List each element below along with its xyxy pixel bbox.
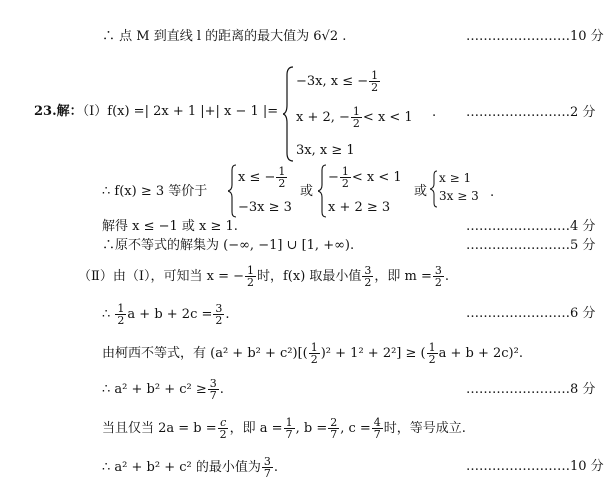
fraction-numerator: 3 [209,377,217,390]
equality-end: 时，等号成立. [383,421,466,436]
therefore-sign: ∴ [102,307,111,322]
fraction-numerator: 1 [428,341,436,354]
system-a-condition: x ≤ − [238,170,276,185]
case-2-text: x + 2, − [296,110,350,125]
fraction-denominator: 2 [310,353,318,366]
fraction-denominator: 2 [352,117,360,130]
fraction-numerator: 3 [434,264,442,277]
score-marker: ……………………10 分 [466,29,604,44]
fraction-numerator: 1 [371,69,379,82]
fraction-numerator: 1 [247,264,254,277]
fraction [115,303,126,326]
fraction-denominator: 2 [247,276,254,289]
fraction-denominator: 2 [215,314,223,327]
fraction-denominator: 2 [434,276,442,289]
system-b-row-2: x + 2 ≥ 3 [328,200,391,215]
function-definition: （Ⅰ）f(x) =| 2x + 1 |+| x − 1 |= [82,104,279,119]
system-brace-c [430,169,439,209]
fraction-denominator: 2 [371,81,379,94]
fraction [218,417,229,440]
fraction-numerator: 1 [278,165,286,178]
fraction [340,166,351,189]
piecewise-case-3: 3x, x ≥ 1 [296,143,355,158]
equality-a: ，即 a = [229,421,283,436]
fraction [276,166,287,189]
fraction-denominator: 2 [364,276,372,289]
piecewise-brace [283,65,295,163]
system-a-row-2: −3x ≥ 3 [238,200,292,215]
part-two-m: ，即 m = [374,269,432,284]
or-word: 或 [300,184,314,199]
fraction [213,303,224,326]
score-marker: ……………………10 分 [466,459,604,474]
fraction [328,417,339,440]
period: . [490,185,495,200]
part-two-line [78,265,449,288]
fraction-denominator: 2 [278,177,286,190]
fraction-numerator: 1 [310,341,318,354]
system-b-range: < x < 1 [351,170,402,185]
fraction [369,70,380,93]
question-label: 23.解： [34,104,83,119]
fraction-denominator: 7 [373,428,381,441]
equality-b: , b = [295,421,328,436]
fraction-denominator: 2 [117,314,125,327]
score-marker: ……………………4 分 [466,219,596,234]
fraction [262,456,273,479]
fraction-numerator: 4 [373,416,381,429]
solution-set-line: ∴原不等式的解集为 (−∞, −1] ∪ [1, +∞). [102,238,355,253]
period: . [219,382,224,397]
piecewise-case-2 [296,106,413,129]
fraction [284,417,295,440]
fraction-numerator: 3 [263,455,271,468]
fraction-numerator: 3 [364,264,372,277]
fraction [245,265,256,288]
linear-constraint-line [102,303,230,326]
period: . [432,105,437,120]
fraction-numerator: 1 [352,105,360,118]
fraction [433,265,444,288]
max-distance-line: ∴ 点 M 到直线 l 的距离的最大值为 6√2 . [102,29,347,44]
cauchy-end: a + b + 2c)². [438,346,523,361]
score-marker: ……………………2 分 [466,105,596,120]
fraction [208,378,219,401]
period: . [225,307,230,322]
fraction-numerator: 1 [285,416,293,429]
fraction [351,106,362,129]
part-two-middle: 时，f(x) 取最小值 [257,269,362,284]
system-brace-b [318,163,328,219]
fraction-denominator: 7 [209,389,217,402]
piecewise-case-1 [296,70,381,93]
fraction-denominator: 2 [428,353,436,366]
case-1-text: −3x, x ≤ − [296,74,369,89]
fraction-numerator: 1 [117,302,125,315]
cauchy-line [102,342,523,365]
bound-expression: ∴ a² + b² + c² ≥ [102,382,207,397]
or-word: 或 [414,184,428,199]
fraction-numerator: c [220,416,227,429]
system-a-row-1 [238,166,288,189]
minus-sign: − [328,170,339,185]
period: . [273,460,278,475]
solve-line: 解得 x ≤ −1 或 x ≥ 1. [102,219,238,234]
equality-c: , c = [340,421,371,436]
final-answer-line [102,456,278,479]
constraint-expression: a + b + 2c = [127,307,213,322]
equality-intro: 当且仅当 2a = b = [102,421,217,436]
system-c-row-1: x ≥ 1 [439,171,472,185]
score-marker: ……………………6 分 [466,306,596,321]
fraction-numerator: 3 [215,302,223,315]
equivalence-lead: ∴ f(x) ≥ 3 等价于 [102,184,208,199]
fraction [309,342,320,365]
fraction-numerator: 1 [341,165,349,178]
system-c-row-2: 3x ≥ 3 [439,189,479,203]
fraction [362,265,373,288]
fraction-denominator: 7 [330,428,338,441]
final-expression: ∴ a² + b² + c² 的最小值为 [102,460,261,475]
cauchy-middle: )² + 1² + 2²] ≥ ( [320,346,426,361]
question-number [34,103,278,121]
period: . [444,269,450,284]
fraction-numerator: 2 [330,416,338,429]
cauchy-intro: 由柯西不等式，有 (a² + b² + c²)[( [102,346,308,361]
fraction-denominator: 7 [263,467,271,480]
part-two-intro: （Ⅱ）由（Ⅰ），可知当 x = − [78,269,244,284]
fraction [372,417,383,440]
bound-line [102,378,224,401]
case-2-range: < x < 1 [362,110,413,125]
score-marker: ……………………8 分 [466,382,596,397]
system-b-row-1 [328,166,402,189]
fraction-denominator: 7 [285,428,293,441]
fraction-denominator: 2 [341,177,349,190]
score-marker: ……………………5 分 [466,238,596,253]
fraction [427,342,438,365]
equality-condition-line [102,417,466,440]
system-brace-a [228,163,238,219]
fraction-denominator: 2 [219,428,227,441]
